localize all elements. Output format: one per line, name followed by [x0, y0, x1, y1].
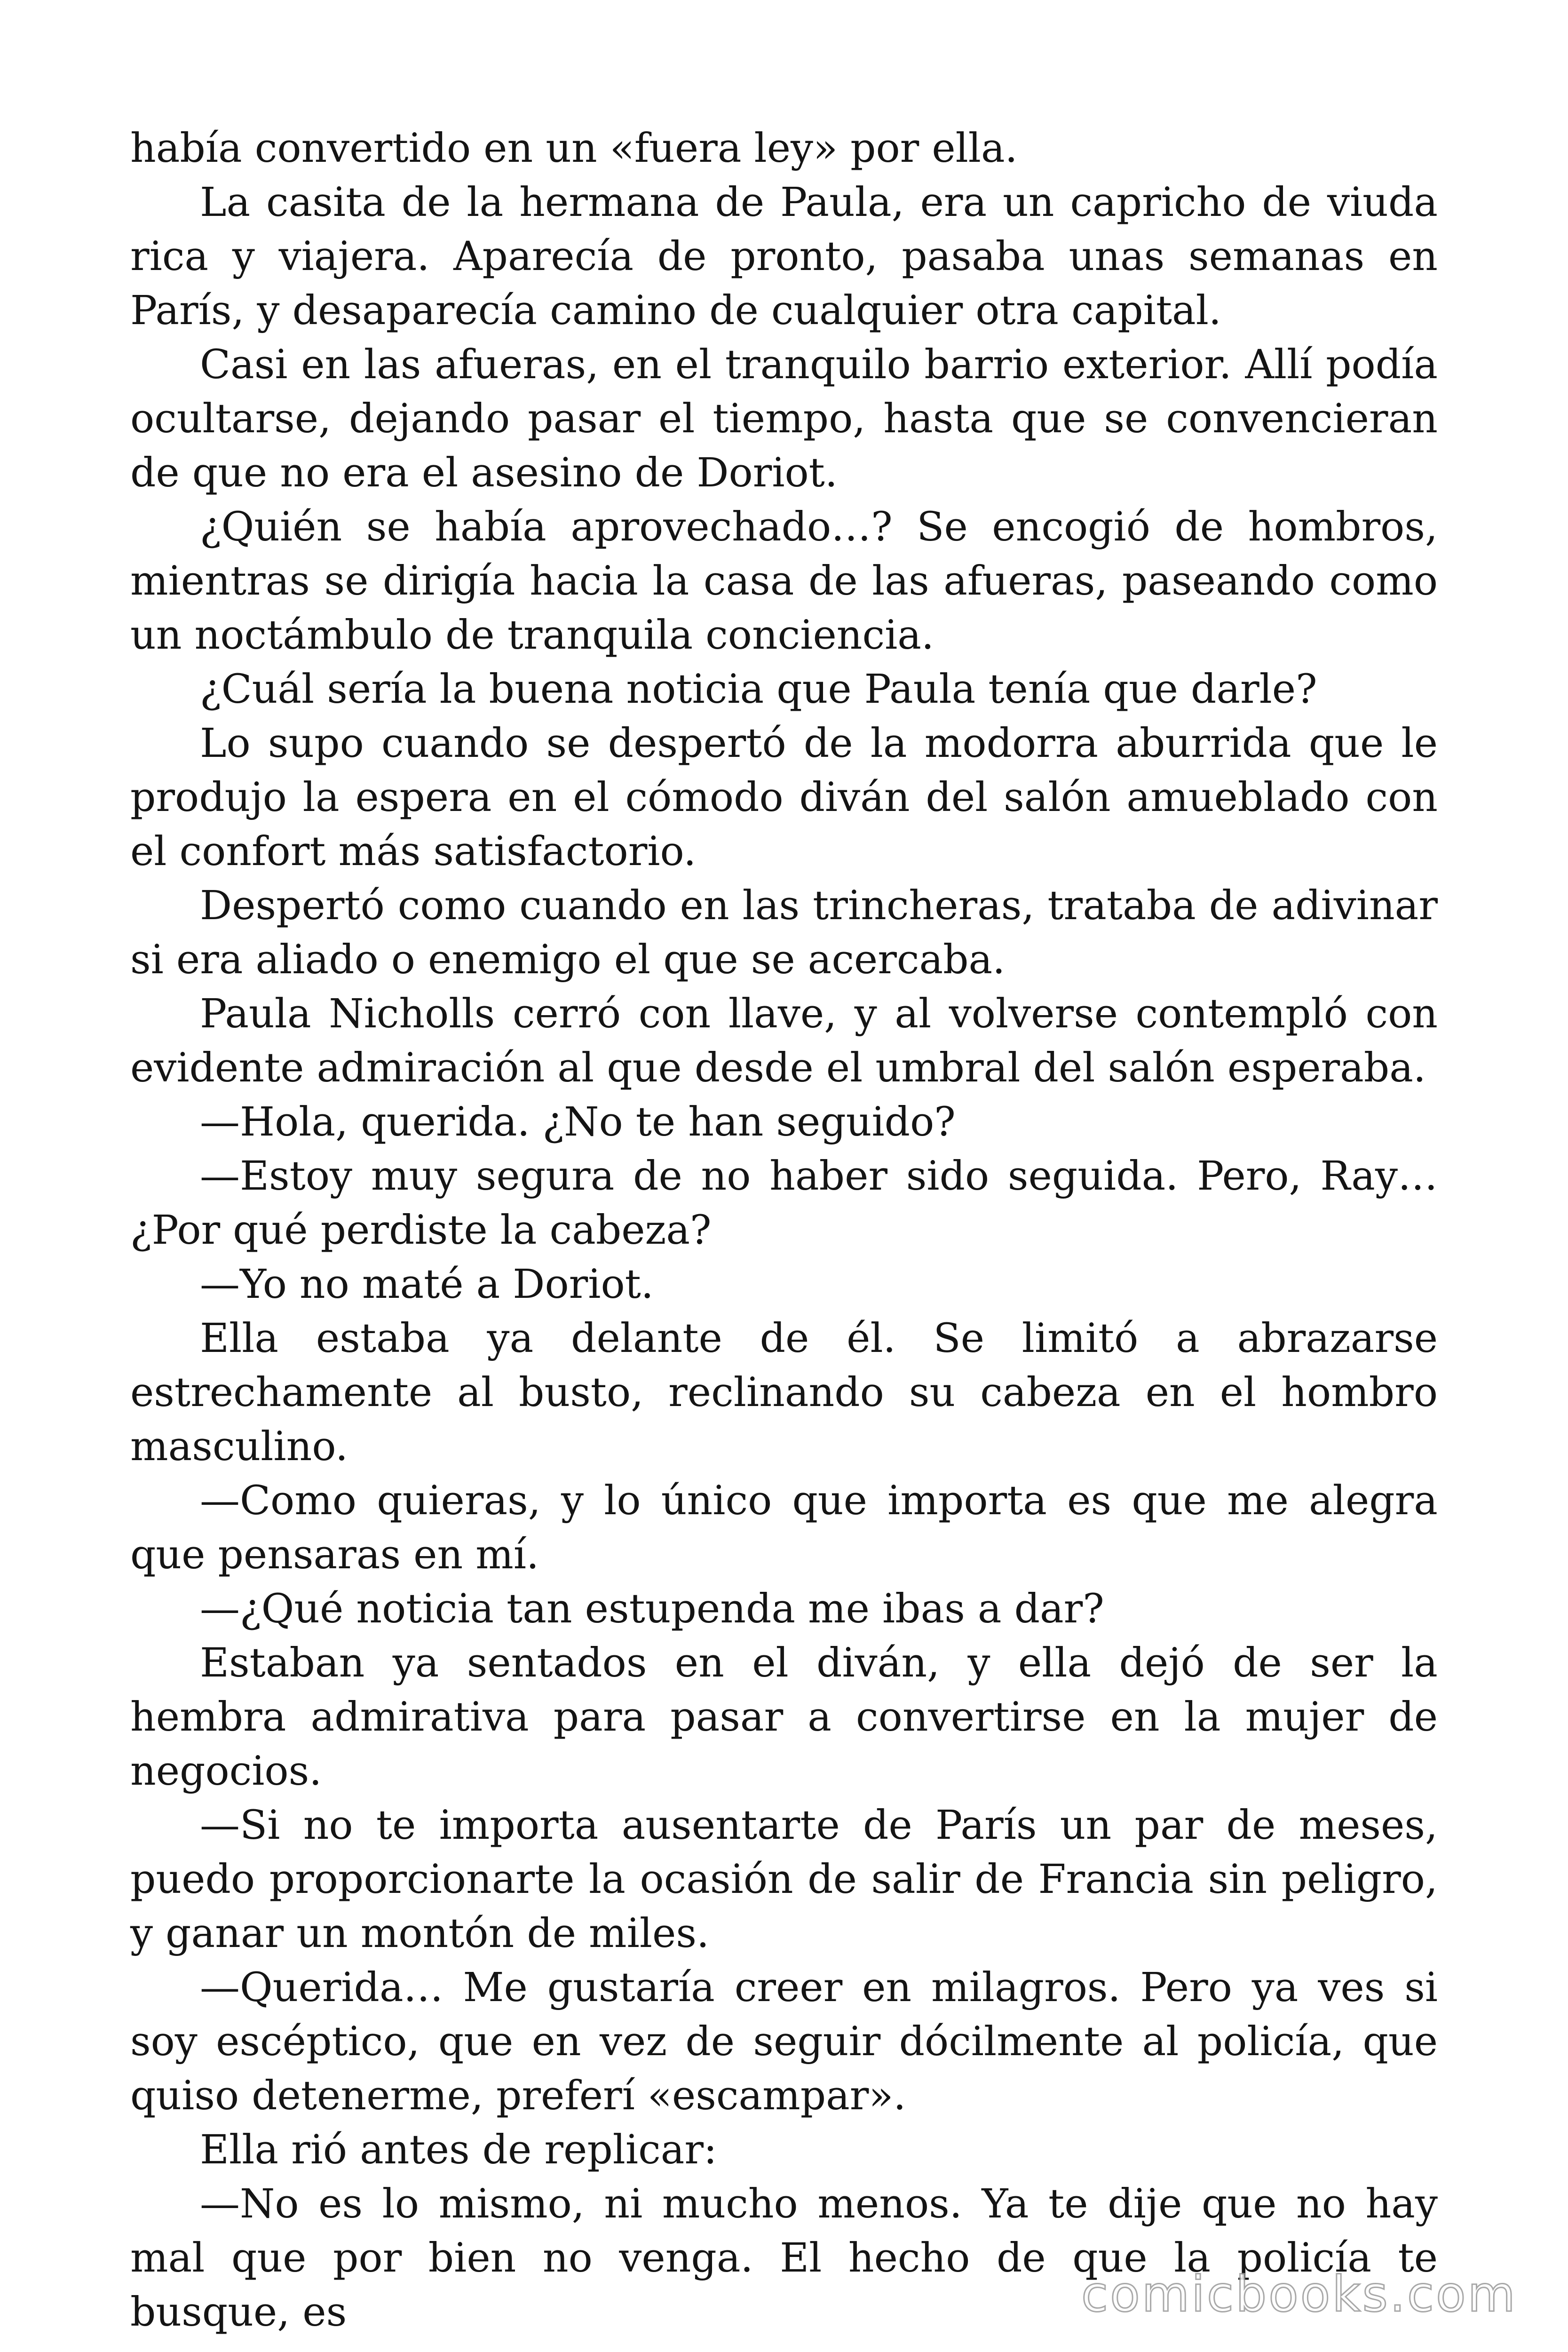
- paragraph: Despertó como cuando en las trincheras, trataba de adivinar si era aliado o enemigo el que se acercaba.: [130, 882, 1438, 983]
- dialogue-line: —¿Qué noticia tan estupenda me ibas a dar?: [200, 1586, 1104, 1632]
- paragraph: ¿Quién se había aprovechado…? Se encogió de hombros, mientras se dirigía hacia la casa de las afueras, paseando como un noctámbulo de tranquila conciencia.: [130, 504, 1438, 659]
- page-body: [130, 121, 1438, 2339]
- dialogue-line: —No es lo mismo, ni mucho menos. Ya te dije que no hay mal que por bien no venga. El hecho de que la policía te busque, es: [130, 2181, 1438, 2336]
- paragraph: Ella estaba ya delante de él. Se limitó a abrazarse estrechamente al busto, reclinando su cabeza en el hombro masculino.: [130, 1315, 1438, 1470]
- paragraph: ¿Cuál sería la buena noticia que Paula tenía que darle?: [200, 666, 1317, 713]
- watermark: comicbooks.com: [1081, 2265, 1517, 2323]
- paragraph: Estaban ya sentados en el diván, y ella dejó de ser la hembra admirativa para pasar a convertirse en la mujer de negocios.: [130, 1640, 1438, 1795]
- dialogue-line: —Hola, querida. ¿No te han seguido?: [200, 1099, 956, 1145]
- paragraph: Paula Nicholls cerró con llave, y al volverse contempló con evidente admiración al que desde el umbral del salón esperaba.: [130, 991, 1438, 1091]
- dialogue-line: —Yo no maté a Doriot.: [200, 1261, 654, 1308]
- paragraph: Casi en las afueras, en el tranquilo barrio exterior. Allí podía ocultarse, dejando pasar el tiempo, hasta que se convencieran de que no era el asesino de Doriot.: [130, 342, 1438, 496]
- paragraph-continuation: había convertido en un «fuera ley» por ella.: [130, 125, 1018, 172]
- paragraph: La casita de la hermana de Paula, era un capricho de viuda rica y viajera. Aparecía de pronto, pasaba unas semanas en París, y desaparecía camino de cualquier otra capital.: [130, 179, 1438, 334]
- dialogue-line: —Si no te importa ausentarte de París un par de meses, puedo proporcionarte la ocasión de salir de Francia sin peligro, y ganar un montón de miles.: [130, 1802, 1438, 1957]
- paragraph: Lo supo cuando se despertó de la modorra aburrida que le produjo la espera en el cómodo diván del salón amueblado con el confort más satisfactorio.: [130, 720, 1438, 875]
- dialogue-line: —Querida… Me gustaría creer en milagros. Pero ya ves si soy escéptico, que en vez de seguir dócilmente al policía, que quiso detenerme, preferí «escampar».: [130, 1964, 1438, 2119]
- dialogue-line: —Estoy muy segura de no haber sido seguida. Pero, Ray… ¿Por qué perdiste la cabeza?: [130, 1153, 1438, 1254]
- dialogue-line: —Como quieras, y lo único que importa es que me alegra que pensaras en mí.: [130, 1478, 1438, 1578]
- paragraph: Ella rió antes de replicar:: [200, 2127, 717, 2173]
